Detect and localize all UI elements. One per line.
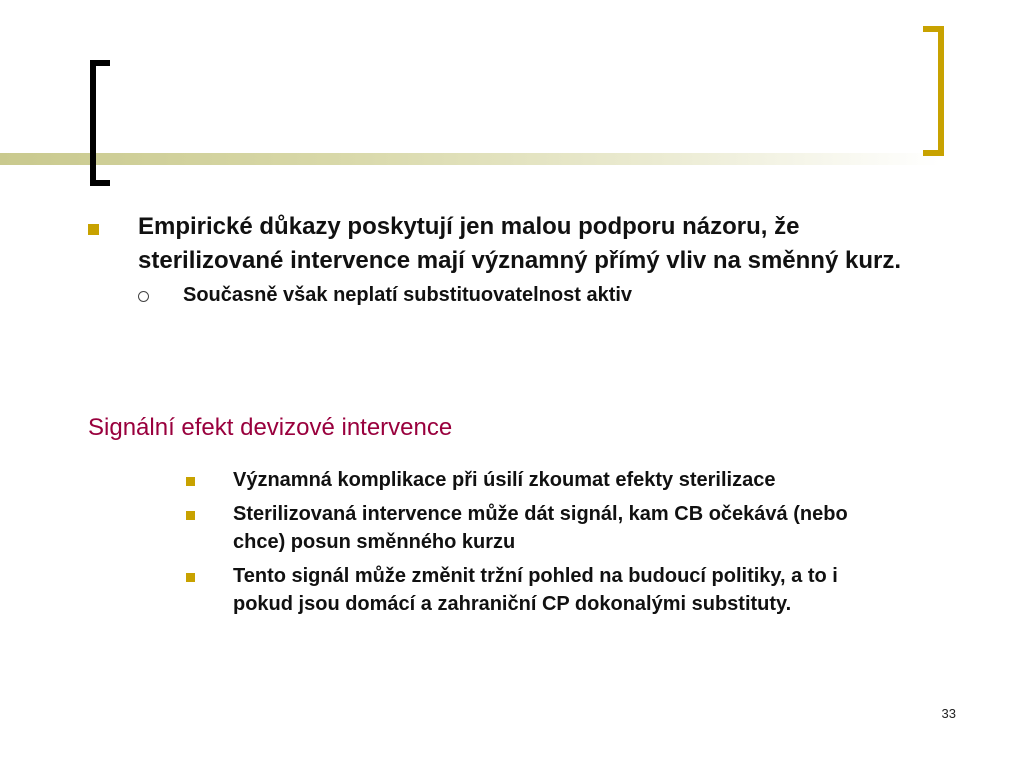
header-gradient-bar bbox=[0, 153, 940, 165]
list-item bbox=[186, 500, 886, 556]
section-bullet-text: Významná komplikace při úsilí zkoumat efekty sterilizace bbox=[233, 469, 776, 491]
square-bullet-icon bbox=[186, 477, 195, 486]
circle-bullet-icon bbox=[138, 291, 149, 302]
list-item bbox=[186, 562, 886, 618]
list-item bbox=[88, 210, 938, 310]
section-bullet-text: Sterilizovaná intervence může dát signál, kam CB očekává (nebo chce) posun směnného kurzu bbox=[233, 503, 848, 553]
section-bullet-list bbox=[186, 466, 886, 624]
square-bullet-icon bbox=[88, 224, 99, 235]
square-bullet-icon bbox=[186, 511, 195, 520]
main-bullet-list bbox=[88, 210, 938, 310]
left-bracket-icon bbox=[88, 60, 112, 186]
sub-bullet-item bbox=[138, 280, 938, 310]
main-bullet-text: Empirické důkazy poskytují jen malou podporu názoru, že sterilizované intervence mají významný přímý vliv na směnný kurz. bbox=[138, 213, 901, 274]
square-bullet-icon bbox=[186, 573, 195, 582]
section-heading: Signální efekt devizové intervence bbox=[88, 414, 453, 441]
section-bullet-text: Tento signál může změnit tržní pohled na budoucí politiky, a to i pokud jsou domácí a zahraniční CP dokonalými substituty. bbox=[233, 565, 838, 615]
slide-number: 33 bbox=[941, 706, 956, 721]
sub-bullet-text: Současně však neplatí substituovatelnost aktiv bbox=[183, 284, 633, 306]
right-bracket-icon bbox=[920, 26, 946, 156]
list-item bbox=[186, 466, 886, 494]
